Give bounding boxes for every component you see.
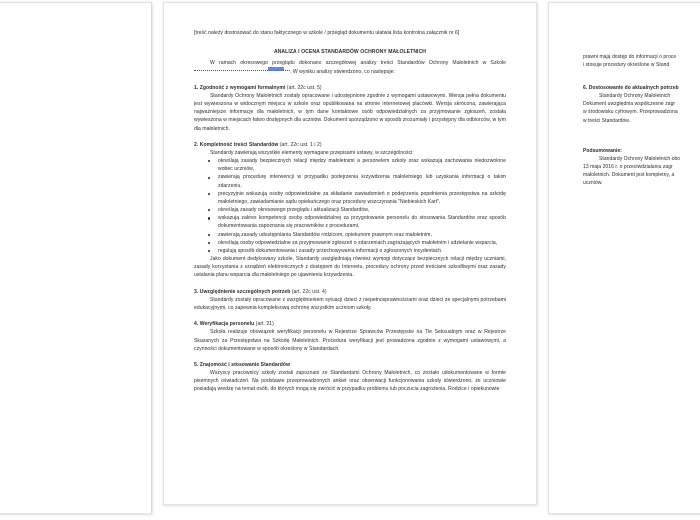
section-heading-3 xyxy=(194,288,506,296)
page-current-body xyxy=(164,3,536,504)
list-item: określają zasady okresowego przeglądu i aktualizacji Standardów, xyxy=(194,206,506,214)
next-section-6-line-0: Standardy Ochrony Małoletnich xyxy=(599,93,671,100)
prev-title-line-2 xyxy=(0,65,123,77)
prev-fragment-4 xyxy=(0,197,123,205)
list-item: określają zasady bezpiecznych relacji między małoletnimi a personelem szkoły oraz wskazują zachowania niedozwolone wobec uczniów, xyxy=(194,157,506,173)
section-2-paragraph: Standardy zawierają wszystkie elementy wymagane przepisami ustawy, w szczególności: xyxy=(210,149,414,156)
section-1-title: 1. Zgodność z wymogami formalnymi xyxy=(194,84,286,91)
prev-fragment-18 xyxy=(0,410,123,418)
section-3-paragraph: Standardy zostały opracowane z uwzględnieniem sytuacji dzieci z niepełnosprawnościami oraz dzieci ze specjalnymi potrzebami edukacyjnymi, co zapewnia kompleksową ochronę wszystkim uczniom szkoły. xyxy=(194,296,506,311)
section-1-paragraph: Standardy Ochrony Małoletnich zostały opracowane i udostępnione zgodnie z wymogami ustawowymi. Wersja pełna dokumentu jest wywieszona w widocznym miejscu w szkole oraz opublikowana na stronie internetowej placówki. Wersja skrócona, zawierająca najważniejsze informacje dla małoletnich, w tym dane kontaktowe osób odpowiedzialnych za przyjmowanie zgłoszeń, została wywieszona w miejscach łatwo dostępnych dla uczniów. Dokument sporządzono w sposób zrozumiały i przystępny dla odbiorców, w tym dla małoletnich. xyxy=(194,92,506,132)
section-3-title: 3. Uwzględnienie szczególnych potrzeb xyxy=(194,288,291,295)
next-continuation-1: i stosuje procedury określone w Stand xyxy=(583,62,670,69)
section-4-ref: (art. 21) xyxy=(255,321,274,328)
intro-before-dots: W ramach okresowego przeglądu dokonano szczegółowej analizy treści Standardów Ochrony Małoletnich w Szkole xyxy=(210,60,506,67)
prev-fragment-12 xyxy=(0,307,123,315)
section-1-ref: (art. 22c ust. 5) xyxy=(286,84,322,91)
prev-fine-print-0 xyxy=(0,90,123,97)
next-summary-line-3: uczniów. xyxy=(583,180,603,187)
prev-fragment-15 xyxy=(0,386,123,394)
list-item: określają osoby odpowiedzialne za przyjmowanie zgłoszeń o zdarzeniach zagrażających małoletnim i udzielanie wsparcia, xyxy=(194,239,506,247)
section-2-closing: Jako dokument dedykowany szkole, Standardy uwzględniają również wymogi dotyczące bezpiecznych relacji między uczniami, zasady korzystania z urządzeń elektronicznych z dostępem do Internetu, procedury ochrony przed treściami szkodliwymi oraz zasady ustalania planu wsparcia dla małoletniego po ujawnieniu krzywdzenia. xyxy=(194,256,506,279)
prev-fragment-13 xyxy=(0,329,123,337)
page-previous[interactable] xyxy=(0,2,152,514)
section-heading-1 xyxy=(194,84,506,92)
fill-in-blank-line[interactable] xyxy=(194,70,290,71)
intro-paragraph xyxy=(194,59,506,75)
section-3-ref: (art. 22c ust. 4) xyxy=(291,288,327,295)
next-section-6-line-3: w treści Standardów. xyxy=(583,117,631,124)
list-item: precyzyjnie wskazują osoby odpowiedzialne za składanie zawiadomień o podejrzeniu popełnienia przestępstwa na szkodę małoletniego, zawiadamianie sądu opiekuńczego oraz procedurę wszczynania "Niebieskich Kart", xyxy=(194,190,506,206)
page-next[interactable] xyxy=(548,2,700,514)
next-section-heading-summary: Podsumowanie: xyxy=(583,147,622,154)
prev-fragment-10 xyxy=(0,276,123,284)
section-2-ref: (art. 22c ust. 1 i 2) xyxy=(279,141,322,148)
section-4-paragraph: Szkoła realizuje obowiązek weryfikacji personelu w Rejestrze Sprawców Przestępstw na Tle Seksualnym oraz w Rejestrze Skazanych za Przestępstwa na Szkodę Małoletnich. Procedura weryfikacji jest prowadzona zgodnie z wymogami ustawowymi, a czynności dokumentowane w sposób określony w Standardach. xyxy=(194,329,506,352)
next-section-6-line-1: Dokument uwzględnia współczesne zagr xyxy=(583,101,676,108)
section-heading-5 xyxy=(194,361,506,369)
list-item: zawierają procedurę interwencji w przypadku podejrzenia krzywdzenia małoletniego lub uzyskania informacji o takim zdarzeniu, xyxy=(194,173,506,189)
prev-fragment-5 xyxy=(0,205,123,213)
prev-title-line-1 xyxy=(0,53,123,65)
section-heading-2 xyxy=(194,141,506,149)
prev-fragment-16 xyxy=(0,394,123,402)
page-previous-body xyxy=(0,3,151,513)
next-summary-line-1: 13 maja 2016 r. o przeciwdziałaniu zagr xyxy=(583,163,673,170)
next-continuation-0: prawni mają dostęp do informacji o proce xyxy=(583,54,677,60)
prev-fragment-9 xyxy=(0,268,123,276)
page-current[interactable] xyxy=(163,2,537,505)
next-section-6-line-2: w środowisku cyfrowym. Przeprowadzona xyxy=(583,109,678,116)
list-item: wskazują zakres kompetencji osoby odpowiedzialnej za przygotowanie personelu do stosowania Standardów oraz sposób dokumentowania zapoznania się pracowników z procedurami, xyxy=(194,214,506,230)
next-summary-line-2: małoletnich. Dokument jest kompletny, a xyxy=(583,171,675,178)
text-selection-highlight xyxy=(268,67,284,70)
page-title: ANALIZA I OCENA STANDARDÓW OCHRONY MAŁOLETNICH xyxy=(273,49,427,56)
section-4-title: 4. Weryfikacja personelu xyxy=(194,321,255,328)
list-item: zawierają zasady udostępniania Standardów rodzicom, opiekunom prawnym oraz małoletnim, xyxy=(194,231,506,239)
prev-fragment-1 xyxy=(0,152,123,160)
header-note: [treść należy dostosować do stanu faktycznego w szkole / przegląd dokumentu ułatwia lista kontrolna załącznik nr 6] xyxy=(194,30,460,36)
page-next-body xyxy=(549,3,700,513)
list-item: regulują sposób dokumentowania i zasady przechowywania informacji o zgłoszonych incydentach. xyxy=(194,247,506,255)
next-summary-line-0: Standardy Ochrony Małoletnich obo xyxy=(599,155,681,162)
prev-fine-print-2 xyxy=(0,113,123,120)
next-section-heading-6: 6. Dostosowanie do aktualnych potrzeb xyxy=(583,85,679,92)
prev-fragment-0 xyxy=(0,143,123,151)
prev-fragment-3 xyxy=(0,175,123,183)
prev-fragment-14 xyxy=(0,344,123,352)
prev-fragment-6 xyxy=(0,237,123,245)
section-5-title: 5. Znajomość i stosowanie Standardów xyxy=(194,361,291,368)
prev-fragment-7 xyxy=(0,245,123,253)
prev-fine-print-1 xyxy=(0,106,123,113)
section-2-title: 2. Kompletność treści Standardów xyxy=(194,141,279,148)
prev-fragment-17 xyxy=(0,402,123,410)
intro-after-dots: . W wyniku analizy stwierdzono, co następuje: xyxy=(290,68,395,75)
section-2-bullet-list xyxy=(194,157,506,255)
prev-fragment-2 xyxy=(0,160,123,168)
section-heading-4 xyxy=(194,320,506,328)
section-5-paragraph: Wszyscy pracownicy szkoły zostali zapoznani ze Standardami Ochrony Małoletnich, co zostało udokumentowane w formie pisemnych oświadczeń. Na podstawie przeprowadzonych ankiet oraz obserwacji funkcjonowania szkoły stwierdzono, że uczniowie posiadają wiedzę na temat osób, do których mogą się zwrócić w przypadku problemu lub poczucia zagrożenia. Rodzice i opiekunowie xyxy=(194,370,506,393)
prev-fragment-11 xyxy=(0,292,123,300)
prev-fragment-8 xyxy=(0,260,123,268)
